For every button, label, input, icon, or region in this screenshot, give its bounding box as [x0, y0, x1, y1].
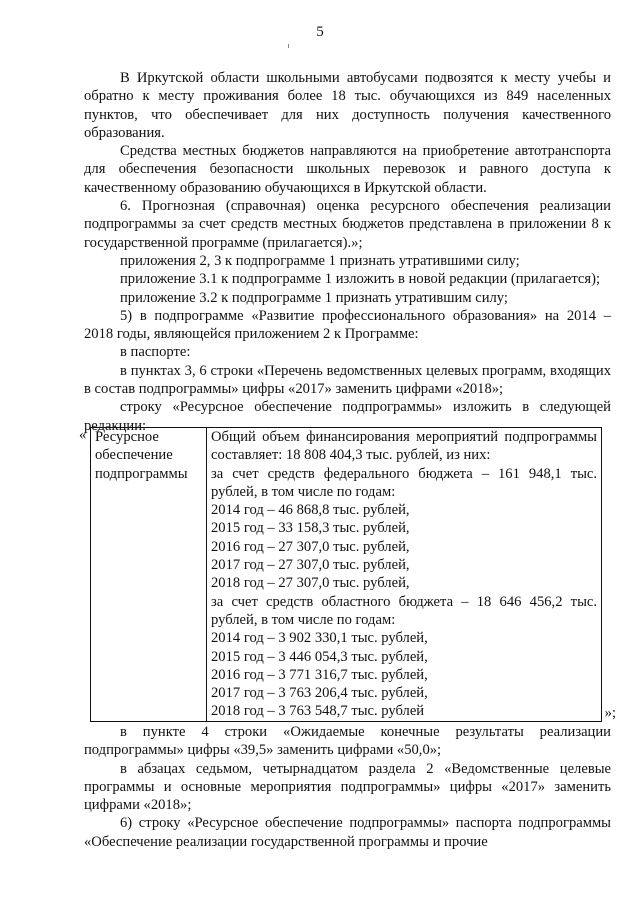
paragraph: 6) строку «Ресурсное обеспечение подпрограммы» паспорта подпрограммы «Обеспечение реализации государственной программы и прочие — [84, 815, 611, 850]
table-line: Общий объем финансирования мероприятий подпрограммы составляет: 18 808 404,3 тыс. рублей, из них: — [211, 429, 597, 464]
body-text-bottom — [84, 723, 611, 851]
paragraph: в абзацах седьмом, четырнадцатом раздела 2 «Ведомственные целевые программы и основные мероприятия подпрограммы» цифры «2017» заменить цифрами «2018»; — [84, 760, 611, 814]
paragraph: строку «Ресурсное обеспечение подпрограммы» изложить в следующей редакции: — [84, 399, 611, 434]
paragraph: в пунктах 3, 6 строки «Перечень ведомственных целевых программ, входящих в состав подпрограммы» цифры «2017» заменить цифрами «2018»; — [84, 362, 611, 398]
paragraph: Средства местных бюджетов направляются на приобретение автотранспорта для обеспечения безопасности школьных перевозок и равного доступа к качественному образованию обучающихся в Иркутской области. — [84, 143, 611, 196]
open-quote: « — [79, 427, 87, 443]
table-line: 2014 год – 3 902 330,1 тыс. рублей, — [211, 630, 428, 647]
paragraph: в паспорте: — [120, 344, 191, 361]
page-number: 5 — [316, 24, 324, 40]
scan-mark — [288, 44, 289, 48]
table-line: за счет средств федерального бюджета – 161 948,1 тыс. рублей, в том числе по годам: — [211, 465, 597, 500]
table-line: 2018 год – 3 763 548,7 тыс. рублей — [211, 703, 425, 720]
table-cell-label: Ресурсное обеспечение подпрограммы — [91, 428, 207, 722]
resource-table-block — [80, 427, 616, 722]
table-line: 2018 год – 27 307,0 тыс. рублей, — [211, 575, 410, 592]
table-line: 2016 год – 27 307,0 тыс. рублей, — [211, 538, 410, 555]
table-row — [91, 428, 602, 722]
paragraph: в пункте 4 строки «Ожидаемые конечные результаты реализации подпрограммы» цифры «39,5» заменить цифрами «50,0»; — [84, 724, 611, 759]
table-line: за счет средств областного бюджета – 18 646 456,2 тыс. рублей, в том числе по годам: — [211, 593, 597, 628]
body-text-top — [84, 69, 611, 435]
table-line: 2017 год – 3 763 206,4 тыс. рублей, — [211, 685, 428, 702]
paragraph: приложения 2, 3 к подпрограмме 1 признать утратившими силу; — [120, 252, 520, 269]
table-line: 2017 год – 27 307,0 тыс. рублей, — [211, 557, 410, 574]
table-line: 2014 год – 46 868,8 тыс. рублей, — [211, 502, 410, 519]
table-line: 2015 год – 3 446 054,3 тыс. рублей, — [211, 648, 428, 665]
paragraph: приложение 3.2 к подпрограмме 1 признать утратившим силу; — [120, 289, 508, 306]
paragraph: 6. Прогнозная (справочная) оценка ресурсного обеспечения реализации подпрограммы за счет средств местных бюджетов представлена в приложении 8 к государственной программе (прилагается).»; — [84, 198, 611, 251]
table-line: 2015 год – 33 158,3 тыс. рублей, — [211, 520, 410, 537]
table-cell-values — [207, 428, 602, 722]
table-line: 2016 год – 3 771 316,7 тыс. рублей, — [211, 666, 428, 683]
paragraph: приложение 3.1 к подпрограмме 1 изложить в новой редакции (прилагается); — [120, 271, 601, 288]
close-quote: »; — [604, 705, 616, 721]
resource-table — [90, 427, 602, 722]
paragraph: В Иркутской области школьными автобусами подвозятся к месту учебы и обратно к месту проживания более 18 тыс. обучающихся из 849 населенных пунктов, что обеспечивает для них доступность получения качественного образования. — [84, 70, 611, 141]
paragraph: 5) в подпрограмме «Развитие профессионального образования» на 2014 – 2018 годы, являющейся приложением 2 к Программе: — [84, 307, 611, 343]
